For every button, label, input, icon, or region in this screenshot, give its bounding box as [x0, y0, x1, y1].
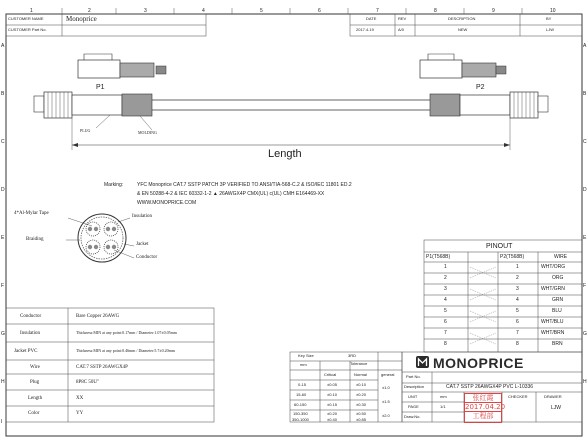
tol-general: general — [381, 372, 395, 377]
tol-range: 15-60 — [296, 392, 307, 397]
pinout-p1: 3 — [444, 286, 447, 292]
tol-normal-value: ±0.30 — [356, 402, 366, 407]
pinout-p2: 6 — [516, 319, 519, 325]
tol-key-size: Key Size — [298, 353, 314, 358]
draw-no-label: Draw.No. — [404, 414, 421, 419]
description-value: CAT.7 SSTP 26AWGX4P PVC L-10336 — [446, 384, 534, 390]
monoprice-logo-text: MONOPRICE — [433, 355, 524, 371]
row-label-g-right: G — [583, 331, 587, 337]
row-label-d: D — [1, 187, 5, 193]
rev-rev-label: REV — [398, 16, 407, 21]
braiding-label: Braiding — [26, 237, 44, 242]
pinout-wire: GRN — [552, 297, 564, 303]
spec-value-jacket: Thickness:MIN at any point:0.46mm / Diameter:5.7±0.20mm — [76, 348, 175, 353]
pinout-wire: WHT/ORG — [541, 264, 566, 270]
spec-label-plug: Plug — [30, 380, 40, 385]
p1-label: P1 — [96, 84, 105, 91]
spec-label-jacket: Jacket PVC — [14, 349, 38, 354]
tol-range: 60-150 — [294, 402, 307, 407]
pinout-wire: BRN — [552, 341, 563, 347]
row-label-b: B — [1, 91, 5, 97]
cable-cross-section — [66, 214, 134, 262]
page-value: 1/1 — [440, 404, 446, 409]
tol-normal-value: ±0.10 — [356, 382, 366, 387]
rev-by-label: BY — [546, 16, 552, 21]
tol-range: 150-350 — [293, 411, 308, 416]
row-label-c: C — [1, 139, 5, 145]
row-label-g: G — [1, 331, 5, 337]
tol-normal: Normal — [354, 372, 367, 377]
row-label-e-right: E — [583, 235, 587, 241]
rev-desc: NEW — [458, 27, 468, 32]
tol-critical-value: ±0.10 — [327, 392, 337, 397]
tol-critical-value: ±0.40 — [327, 417, 337, 422]
rev-desc-label: DESCRIPTION — [448, 16, 476, 21]
tol-critical: Critical — [324, 372, 337, 377]
pinout-wire: ORG — [552, 275, 564, 281]
tol-critical-value: ±0.05 — [327, 382, 337, 387]
col-label-5: 5 — [260, 8, 263, 14]
row-label-h: H — [1, 379, 5, 385]
row-label-c-right: C — [583, 139, 587, 145]
spec-value-length: XX — [76, 396, 84, 401]
pinout-p2: 5 — [516, 308, 519, 314]
unit-value: mm — [440, 394, 447, 399]
unit-label: UNIT — [408, 394, 418, 399]
spec-label-color: Color — [28, 411, 40, 416]
tol-general-value: ±2.0 — [382, 413, 390, 418]
monoprice-logo-mark — [416, 356, 429, 368]
spec-value-conductor: Bare Copper 26AWG — [76, 314, 120, 319]
plug-label: PLUG — [80, 128, 91, 133]
marking-line-3: WWW.MONOPRICE.COM — [137, 200, 197, 206]
pinout-p1: 8 — [444, 341, 447, 347]
customer-name-value: Monoprice — [66, 15, 97, 23]
marking-label: Marking: — [104, 182, 124, 188]
tol-third: 3RD — [348, 353, 357, 358]
pinout-wire: WHT/GRN — [541, 286, 565, 292]
row-label-a: A — [1, 43, 5, 49]
tol-normal-value: ±0.85 — [356, 417, 366, 422]
spec-label-conductor: Conductor — [20, 314, 42, 319]
pinout-header-wire: WIRE — [554, 254, 568, 260]
insulation-label: Insulation — [132, 214, 152, 219]
pinout-p1: 4 — [444, 297, 447, 303]
conductor-label: Conductor — [136, 255, 158, 260]
row-label-f-right: F — [583, 283, 587, 289]
col-label-4: 4 — [202, 8, 205, 14]
pinout-title: PINOUT — [486, 243, 513, 250]
col-label-10: 10 — [550, 8, 556, 14]
pinout-p1: 2 — [444, 275, 447, 281]
spec-label-insulation: Insulation — [20, 331, 40, 336]
spec-value-color: YY — [76, 411, 84, 416]
col-label-6: 6 — [318, 8, 321, 14]
tol-normal-value: ±0.50 — [356, 411, 366, 416]
drawer-label: DRAWER — [544, 394, 562, 399]
pinout-wire: WHT/BRN — [541, 330, 565, 336]
row-label-i: I — [1, 419, 3, 425]
part-no-label: Part No. — [406, 374, 421, 379]
spec-label-wire: Wire — [30, 365, 40, 370]
drawer-value: LJW — [551, 405, 561, 411]
row-label-f: F — [1, 283, 5, 289]
p2-label: P2 — [476, 84, 485, 91]
col-label-8: 8 — [434, 8, 437, 14]
checker-label: CHECKER — [508, 394, 528, 399]
pinout-p2: 7 — [516, 330, 519, 336]
tol-normal-value: ±0.20 — [356, 392, 366, 397]
rev-rev: A/0 — [398, 27, 405, 32]
cable-drawing — [34, 54, 548, 150]
customer-name-label: CUSTOMER NAME — [8, 16, 44, 21]
length-label: Length — [268, 148, 302, 160]
marking-line-1: YFC Monoprice CAT.7 SSTP PATCH 3P VERIFIED TO ANSI/TIA-568-C.2 & ISO/IEC 11801 ED.2 — [137, 182, 352, 188]
pinout-p1: 5 — [444, 308, 447, 314]
spec-value-plug: 8P8C 50U" — [76, 380, 100, 385]
col-label-3: 3 — [144, 8, 147, 14]
pinout-header-p2: P2(T568B) — [500, 254, 525, 260]
pinout-p1: 6 — [444, 319, 447, 325]
tol-range: 0-15 — [298, 382, 307, 387]
mylar-label: 4*Al-Mylar Tape — [14, 211, 49, 216]
pinout-p2: 1 — [516, 264, 519, 270]
tol-critical-value: ±0.20 — [327, 411, 337, 416]
pinout-wire: WHT/BLU — [541, 319, 564, 325]
tol-tolerance: Tolerance — [350, 361, 368, 366]
stamp-name: 张红霞 — [472, 394, 494, 402]
pinout-p2: 8 — [516, 341, 519, 347]
tol-general-value: ±1.0 — [382, 385, 390, 390]
tol-critical-value: ±0.15 — [327, 402, 337, 407]
page-label: PAGE — [408, 404, 419, 409]
col-label-7: 7 — [376, 8, 379, 14]
rev-date-label: DATE — [366, 16, 377, 21]
row-label-e: E — [1, 235, 5, 241]
molding-label: MOLDING — [138, 130, 157, 135]
customer-part-label: CUSTOMER Part No. — [8, 27, 47, 32]
pinout-p1: 1 — [444, 264, 447, 270]
row-label-a-right: A — [583, 43, 587, 49]
marking-line-2: & EN 50288-4-2 & IEC 60332-1-2 ▲ 26AWGX4P CMX(UL) c(UL) CMH E164469-XX — [137, 191, 325, 197]
stamp-dept: 工程部 — [472, 412, 494, 421]
approval-stamp — [464, 393, 506, 423]
pinout-p2: 2 — [516, 275, 519, 281]
spec-value-wire: CAT.7 SSTP 26AWGX4P — [76, 365, 128, 370]
jacket-label: Jacket — [136, 242, 149, 247]
spec-label-length: Length — [28, 396, 43, 401]
tol-range: 350-1000 — [292, 417, 309, 422]
stamp-date: 2017.04.20 — [465, 403, 506, 412]
row-label-b-right: B — [583, 91, 587, 97]
col-label-2: 2 — [88, 8, 91, 14]
col-label-9: 9 — [492, 8, 495, 14]
tol-general-value: ±1.5 — [382, 399, 390, 404]
description-label: Description — [404, 384, 425, 389]
spec-value-insulation: Thickness:MIN at any point:0.17mm / Diameter:1.07±0.05mm — [76, 330, 177, 335]
row-label-h-right: H — [583, 379, 587, 385]
col-label-1: 1 — [30, 8, 33, 14]
rev-date: 2017.4.19 — [356, 27, 374, 32]
pinout-header-p1: P1(T568B) — [426, 254, 451, 260]
row-label-d-right: D — [583, 187, 587, 193]
pinout-wire: BLU — [552, 308, 562, 314]
pinout-p1: 7 — [444, 330, 447, 336]
pinout-p2: 4 — [516, 297, 519, 303]
rev-by: LJW — [546, 27, 554, 32]
tol-mm: mm — [300, 362, 307, 367]
pinout-p2: 3 — [516, 286, 519, 292]
